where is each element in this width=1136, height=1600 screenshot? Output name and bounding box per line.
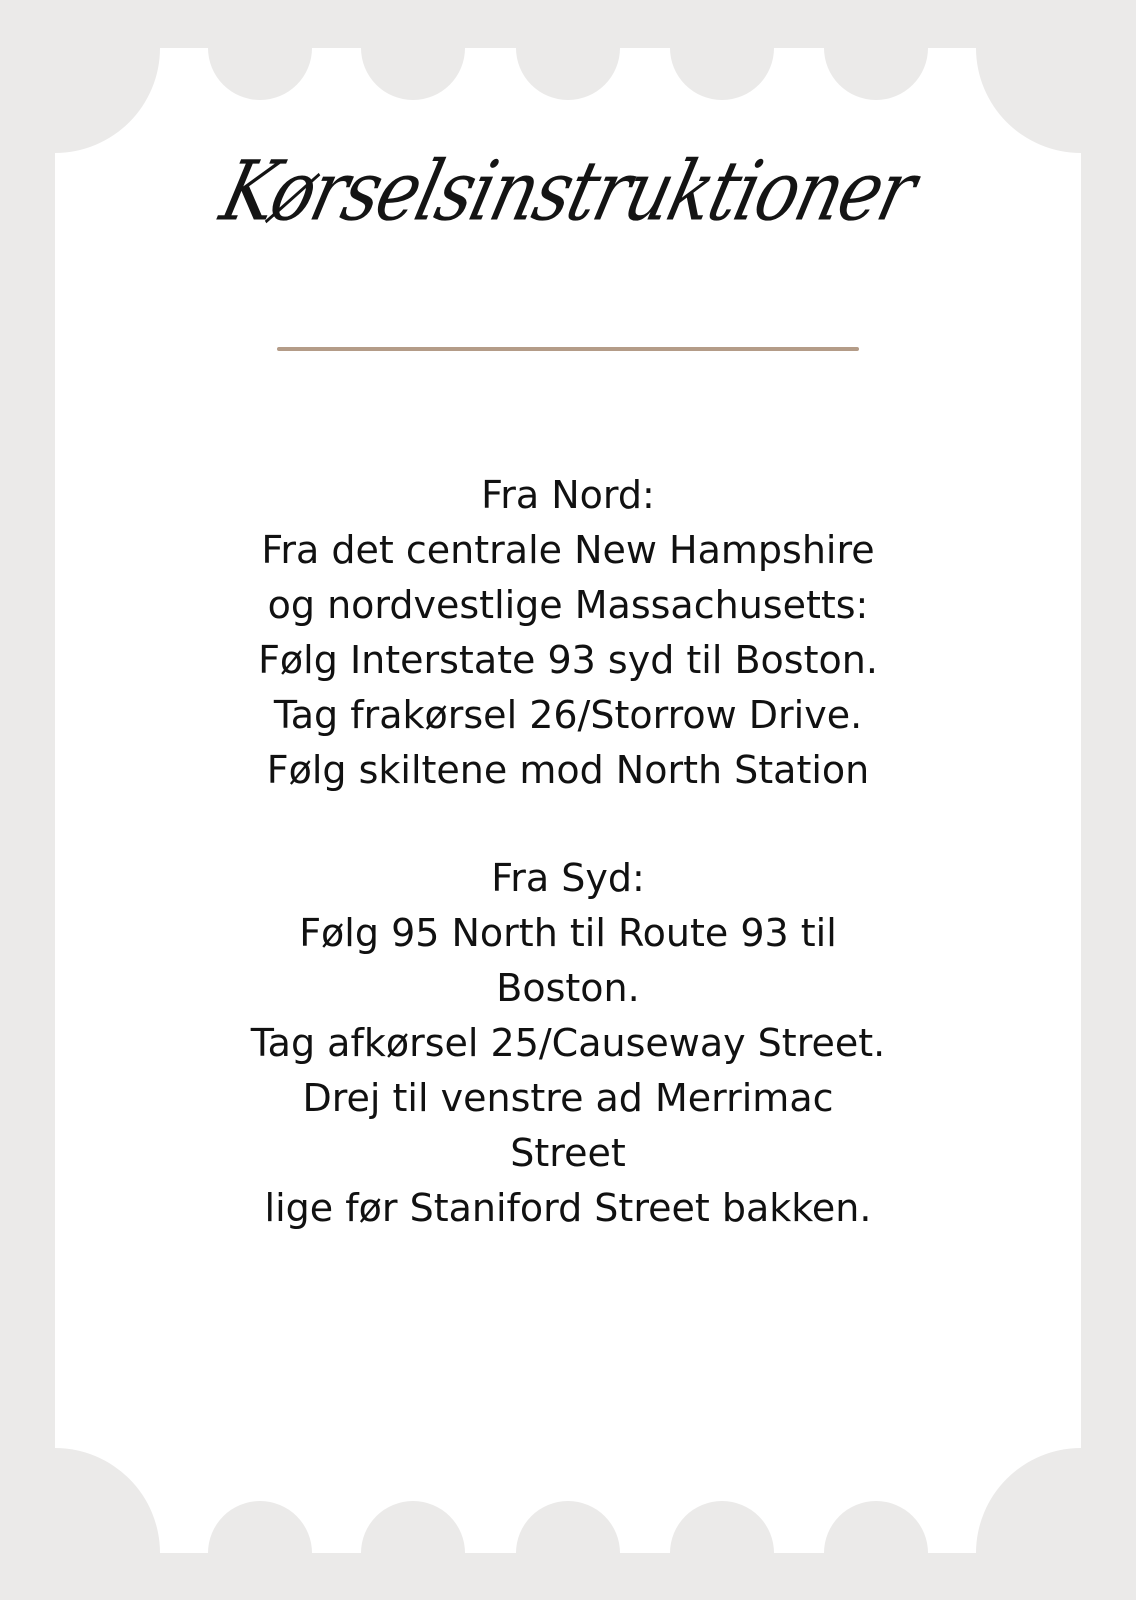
- section-from-north: [168, 468, 968, 798]
- direction-line: Boston.: [496, 966, 640, 1010]
- direction-line: Tag frakørsel 26/Storrow Drive.: [273, 693, 863, 737]
- direction-line: Street: [510, 1131, 626, 1175]
- direction-line: Følg skiltene mod North Station: [266, 748, 870, 792]
- direction-line: og nordvestlige Massachusetts:: [267, 583, 869, 627]
- direction-line: Følg Interstate 93 syd til Boston.: [258, 638, 878, 682]
- direction-line: lige før Staniford Street bakken.: [264, 1186, 872, 1230]
- direction-line: Fra det centrale New Hampshire: [261, 528, 875, 572]
- section-heading: Fra Nord:: [481, 473, 655, 517]
- page-title: Kørselsinstruktioner: [212, 142, 924, 240]
- direction-line: Følg 95 North til Route 93 til: [299, 911, 837, 955]
- section-from-south: [168, 851, 968, 1236]
- title-divider: [277, 347, 859, 351]
- direction-line: Tag afkørsel 25/Causeway Street.: [250, 1021, 886, 1065]
- direction-line: Drej til venstre ad Merrimac: [302, 1076, 834, 1120]
- section-heading: Fra Syd:: [491, 856, 645, 900]
